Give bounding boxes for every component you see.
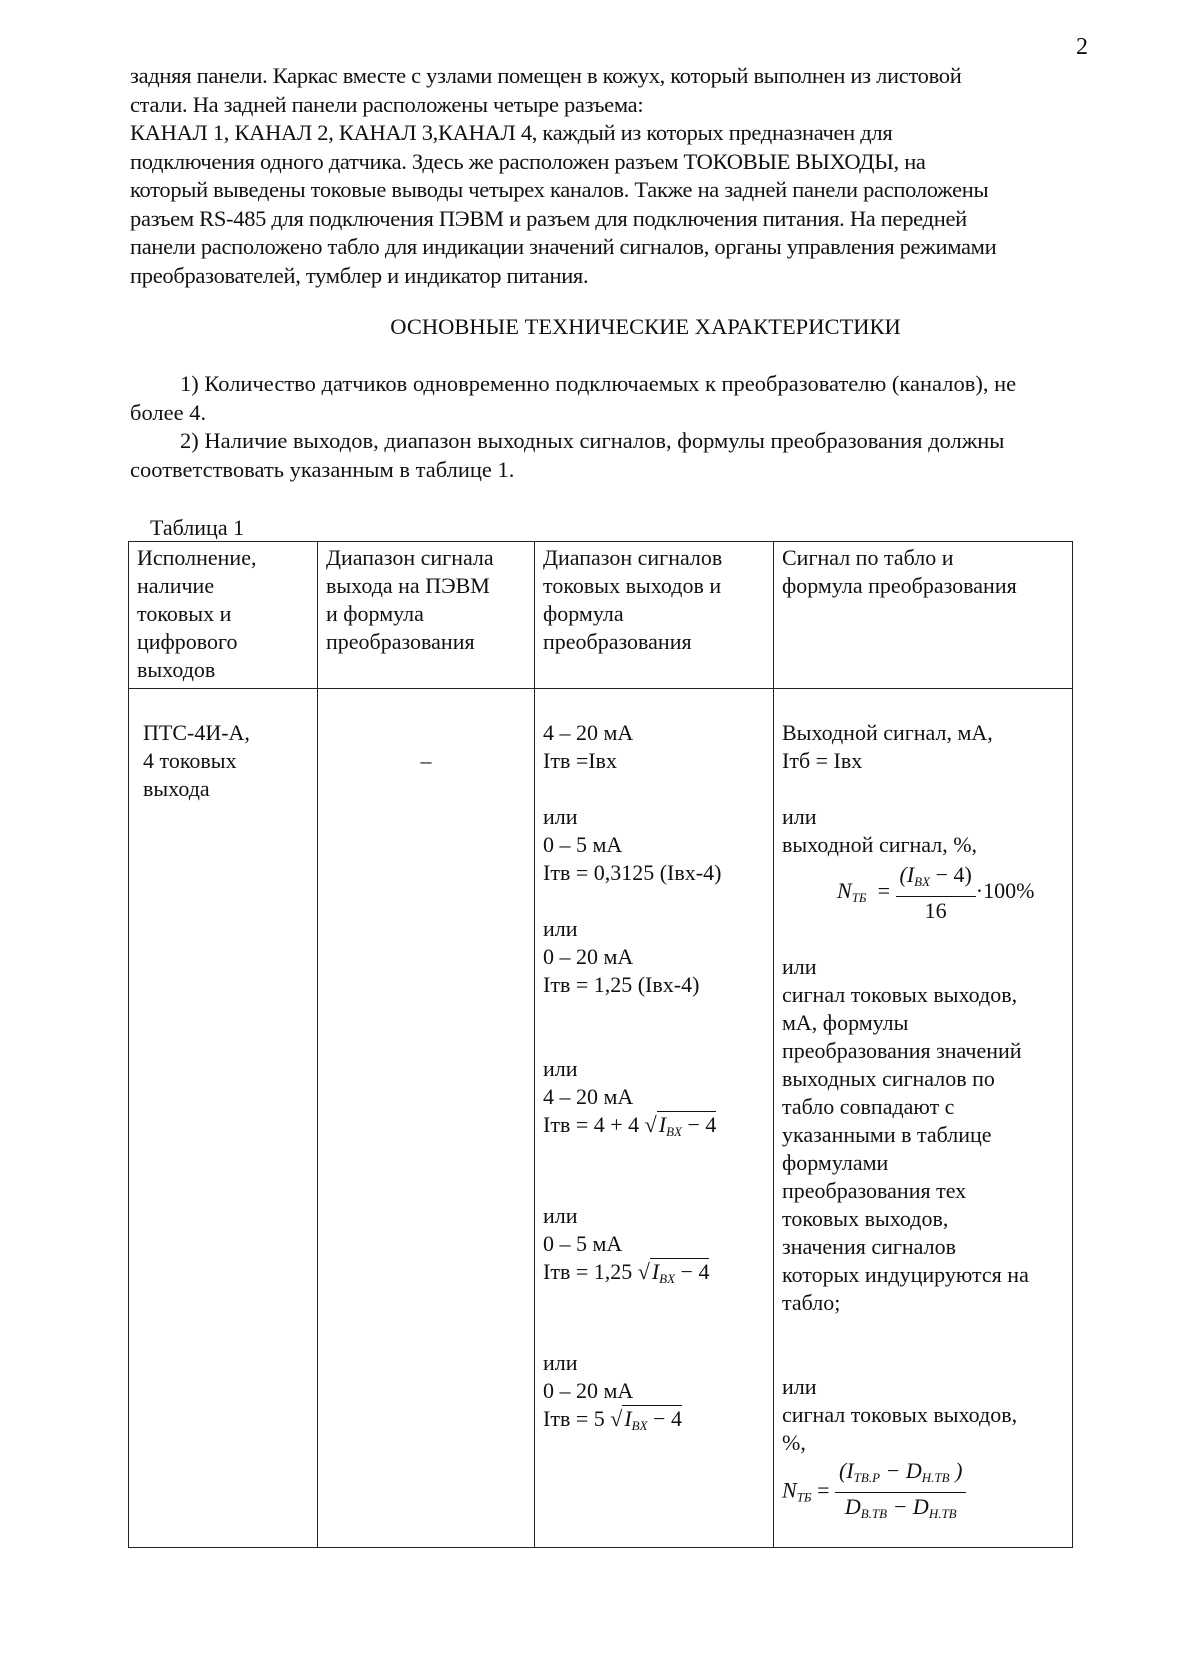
header-line: Исполнение, — [137, 545, 257, 570]
header-line: Диапазон сигналов — [543, 545, 723, 570]
tablo-line: Iтб = Iвх — [782, 748, 863, 773]
formula-lhs-sub: ТБ — [796, 1489, 812, 1505]
cell-current-outputs — [535, 689, 774, 1548]
header-pc-output — [318, 542, 535, 689]
range-value: 4 – 20 мА — [543, 720, 634, 745]
section-title: ОСНОВНЫЕ ТЕХНИЧЕСКИЕ ХАРАКТЕРИСТИКИ — [390, 314, 901, 339]
header-tablo-signal — [774, 542, 1073, 689]
sqrt-var: I — [651, 1259, 660, 1284]
num-end: ) — [949, 1458, 963, 1483]
fraction-numerator — [835, 1457, 966, 1493]
intro-line: стали. На задней панели расположены четыре разъема: — [130, 91, 644, 117]
tablo-line: сигнал токовых выходов, — [782, 982, 1018, 1007]
sqrt-var: I — [658, 1112, 667, 1137]
range-value: 4 – 20 мА — [543, 1084, 634, 1109]
range-formula: Iтв = 1,25 (Iвх-4) — [543, 972, 700, 997]
header-line: преобразования — [543, 629, 692, 654]
intro-line: который выведены токовые выводы четырех каналов. Также на задней панели расположены — [130, 177, 989, 202]
header-line: и формула — [326, 601, 424, 626]
intro-line: панели расположено табло для индикации значений сигналов, органы управления режимами — [130, 234, 997, 259]
sqrt-var: I — [624, 1406, 632, 1431]
fraction-denominator — [835, 1493, 966, 1528]
tablo-line: выходных сигналов по — [782, 1066, 995, 1091]
header-execution — [129, 542, 318, 689]
tablo-line: преобразования значений — [782, 1038, 1022, 1063]
sqrt-body — [650, 1258, 710, 1284]
tablo-line: выходной сигнал, %, — [782, 832, 978, 857]
formula-lhs: N — [837, 878, 852, 904]
intro-line: преобразователей, тумблер и индикатор питания. — [130, 262, 589, 288]
or-label: или — [782, 954, 817, 979]
num-sub: BX — [914, 874, 931, 889]
den-a: D — [844, 1494, 861, 1519]
sqrt-rest: − 4 — [647, 1406, 682, 1431]
table-caption: Таблица 1 — [150, 515, 245, 540]
sqrt-sub: BX — [631, 1418, 648, 1433]
range-value: 0 – 20 мА — [543, 1378, 634, 1403]
header-line: выходов — [137, 657, 216, 682]
or-label: или — [543, 804, 578, 829]
num-b-sub: Н.ТВ — [921, 1470, 950, 1485]
cell-tablo-signal — [774, 689, 1073, 1548]
tablo-line: сигнал токовых выходов, — [782, 1402, 1018, 1427]
tablo-line: %, — [782, 1430, 806, 1455]
num-rest: − 4) — [930, 862, 972, 887]
den-a-sub: В.ТВ — [860, 1506, 888, 1521]
formula-lhs-sub: ТБ — [851, 890, 867, 906]
header-line: токовых выходов и — [543, 573, 722, 598]
header-line: Сигнал по табло и — [782, 545, 954, 570]
item-1-line-2: более 4. — [130, 399, 207, 425]
table-header-row — [129, 542, 1073, 689]
range-formula-sqrt — [543, 1258, 765, 1293]
range-formula-sqrt — [543, 1111, 765, 1146]
range-formula: Iтв =Iвх — [543, 748, 617, 773]
header-line: преобразования — [326, 629, 475, 654]
sqrt-symbol-icon: √ — [610, 1406, 623, 1431]
sqrt-sub: BX — [666, 1124, 682, 1139]
formula-prefix: Iтв = 5 — [543, 1406, 605, 1431]
fraction — [835, 1457, 966, 1528]
sqrt-sub: BX — [659, 1271, 676, 1286]
header-line: формула преобразования — [782, 573, 1017, 598]
den-b-sub: Н.ТВ — [928, 1506, 957, 1521]
item-2-line-1: 2) Наличие выходов, диапазон выходных сигналов, формулы преобразования должны — [180, 428, 1005, 453]
tablo-line: формулами — [782, 1150, 889, 1175]
tablo-line: которых индуцируются на — [782, 1262, 1029, 1287]
fraction-denominator: 16 — [924, 898, 947, 923]
execution-line: выхода — [143, 776, 210, 801]
intro-line: задняя панели. Каркас вместе с узлами помещен в кожух, который выполнен из листовой — [130, 63, 962, 88]
num-b: − D — [880, 1458, 922, 1483]
num-a: (I — [839, 1458, 854, 1483]
formula-tail: ·100% — [975, 878, 1035, 904]
or-label: или — [782, 804, 817, 829]
range-formula: Iтв = 0,3125 (Iвх-4) — [543, 860, 722, 885]
or-label: или — [543, 1350, 578, 1375]
formula-prefix: Iтв = 1,25 — [543, 1259, 633, 1284]
fraction — [896, 861, 976, 925]
spec-table — [128, 541, 1073, 1548]
sqrt-body — [622, 1405, 682, 1431]
current-percent-formula: $N_{ТБ}$ = $\frac{(I_{ТВ.Р} - D_{Н.ТВ} )}{D_{В.ТВ} - D_{Н.ТВ}}$ — [782, 1457, 1064, 1528]
sqrt-body — [657, 1111, 717, 1137]
tablo-line: мА, формулы — [782, 1010, 909, 1035]
fraction-numerator — [896, 861, 976, 897]
tablo-line: токовых выходов, — [782, 1206, 949, 1231]
characteristics-list — [130, 370, 1090, 484]
tablo-line: табло; — [782, 1290, 841, 1315]
header-current-outputs — [535, 542, 774, 689]
or-label: или — [782, 1374, 817, 1399]
tablo-line: значения сигналов — [782, 1234, 957, 1259]
header-line: выхода на ПЭВМ — [326, 573, 490, 598]
execution-line: ПТС-4И-А, — [143, 720, 250, 745]
or-label: или — [543, 1056, 578, 1081]
tablo-line: преобразования тех — [782, 1178, 967, 1203]
range-value: 0 – 5 мА — [543, 832, 623, 857]
tablo-line: табло совпадают с — [782, 1094, 955, 1119]
page-number: 2 — [1076, 34, 1088, 60]
formula-prefix: Iтв = 4 + 4 — [543, 1112, 640, 1137]
cell-execution — [129, 689, 318, 1548]
header-line: формула — [543, 601, 624, 626]
table-row — [129, 689, 1073, 1548]
intro-paragraph — [130, 62, 1090, 290]
intro-line: разъем RS-485 для подключения ПЭВМ и разъем для подключения питания. На передней — [130, 205, 967, 231]
range-value: 0 – 20 мА — [543, 944, 634, 969]
num-var: (I — [899, 862, 915, 887]
item-2-line-2: соответствовать указанным в таблице 1. — [130, 456, 515, 482]
or-label: или — [543, 1203, 578, 1228]
intro-line: КАНАЛ 1, КАНАЛ 2, КАНАЛ 3,КАНАЛ 4, каждый из которых предназначен для — [130, 120, 893, 145]
cell-pc-output: – — [318, 689, 535, 1548]
header-line: наличие — [137, 573, 215, 598]
sqrt-symbol-icon: √ — [637, 1259, 650, 1284]
header-line: цифрового — [137, 629, 238, 654]
sqrt-symbol-icon: √ — [644, 1112, 657, 1137]
tablo-line: Выходной сигнал, мА, — [782, 720, 993, 745]
header-line: Диапазон сигнала — [326, 545, 494, 570]
tablo-line: указанными в таблице — [782, 1122, 992, 1147]
sqrt-rest: − 4 — [675, 1259, 710, 1284]
execution-line: 4 токовых — [143, 748, 237, 773]
den-b: − D — [887, 1494, 929, 1519]
item-1-line-1: 1) Количество датчиков одновременно подключаемых к преобразователю (каналов), не — [180, 371, 1017, 396]
intro-line: подключения одного датчика. Здесь же расположен разъем ТОКОВЫЕ ВЫХОДЫ, на — [130, 148, 926, 174]
range-value: 0 – 5 мА — [543, 1231, 623, 1256]
num-a-sub: ТВ.Р — [853, 1470, 881, 1485]
percent-formula: $N_{ТБ}$ = $\frac{(I_{BX} - 4)}{16}$ ·100% — [837, 862, 1035, 923]
formula-lhs: N — [782, 1477, 797, 1503]
or-label: или — [543, 916, 578, 941]
header-line: токовых и — [137, 601, 232, 626]
range-formula-sqrt — [543, 1405, 765, 1440]
sqrt-rest: − 4 — [681, 1112, 717, 1137]
